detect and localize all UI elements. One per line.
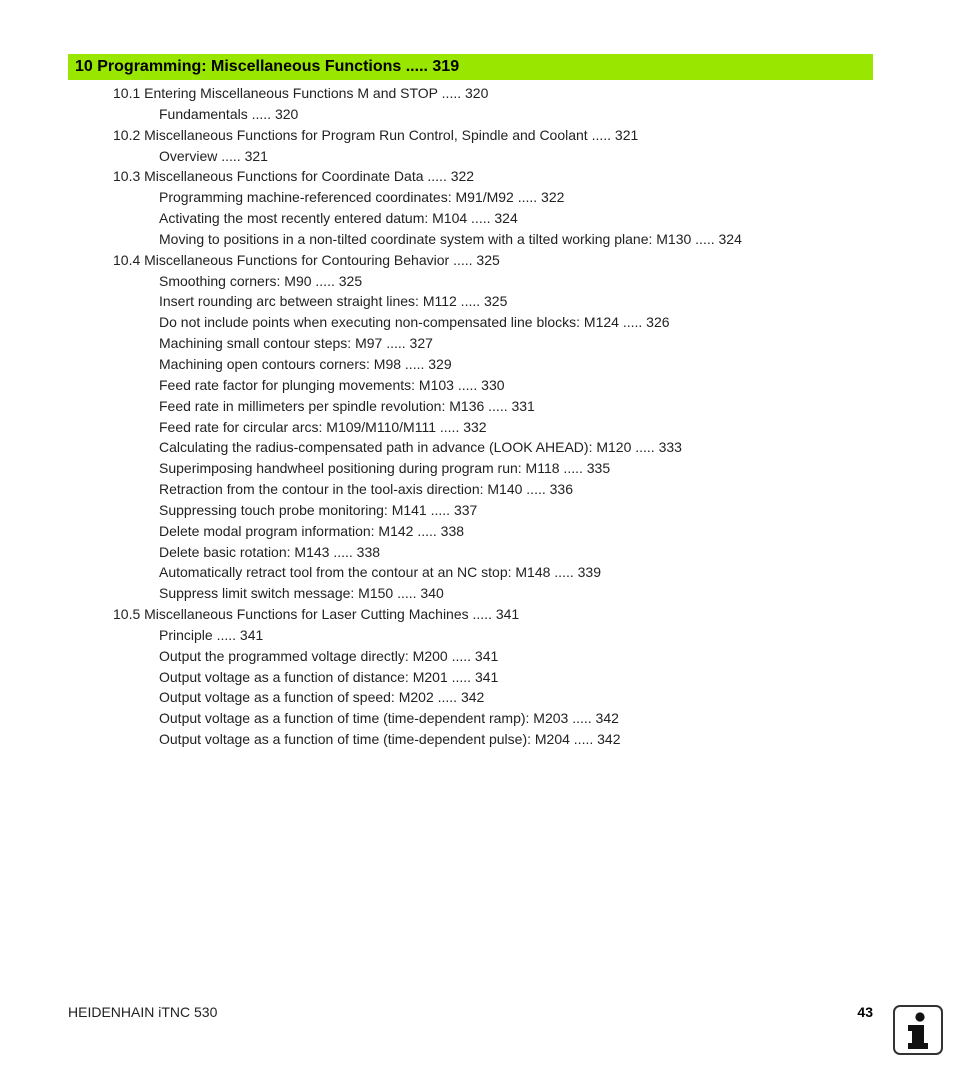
toc-subentry[interactable]: Delete basic rotation: M143 ..... 338	[159, 543, 381, 560]
toc-subentry[interactable]: Suppressing touch probe monitoring: M141 ..... 337	[159, 501, 478, 518]
toc-subentry[interactable]: Feed rate for circular arcs: M109/M110/M111 ..... 332	[159, 418, 487, 435]
chapter-heading[interactable]	[68, 54, 873, 80]
toc-subentry[interactable]: Output voltage as a function of speed: M202 ..... 342	[159, 689, 485, 706]
toc-section-entry[interactable]: 10.3 Miscellaneous Functions for Coordinate Data ..... 322	[113, 168, 475, 185]
toc-subentry[interactable]: Output voltage as a function of time (time-dependent pulse): M204 ..... 342	[159, 731, 621, 748]
toc-subentry[interactable]: Smoothing corners: M90 ..... 325	[159, 272, 363, 289]
toc-subentry[interactable]: Programming machine-referenced coordinates: M91/M92 ..... 322	[159, 189, 565, 206]
toc-subentry[interactable]: Feed rate in millimeters per spindle revolution: M136 ..... 331	[159, 397, 535, 414]
toc-subentry[interactable]: Insert rounding arc between straight lines: M112 ..... 325	[159, 293, 508, 310]
toc-subentry[interactable]: Output voltage as a function of time (time-dependent ramp): M203 ..... 342	[159, 710, 619, 727]
footer-page-number: 43	[857, 1004, 873, 1020]
toc-subentry[interactable]: Delete modal program information: M142 ..... 338	[159, 522, 465, 539]
toc-subentry[interactable]: Automatically retract tool from the contour at an NC stop: M148 ..... 339	[159, 564, 601, 581]
footer-product-name: HEIDENHAIN iTNC 530	[68, 1004, 218, 1020]
toc-section-entry[interactable]: 10.2 Miscellaneous Functions for Program Run Control, Spindle and Coolant ..... 321	[113, 126, 639, 143]
toc-subentry[interactable]: Do not include points when executing non-compensated line blocks: M124 ..... 326	[159, 314, 670, 331]
info-icon	[893, 1005, 943, 1055]
toc-subentry[interactable]: Retraction from the contour in the tool-axis direction: M140 ..... 336	[159, 481, 573, 498]
toc-subentry[interactable]: Output the programmed voltage directly: M200 ..... 341	[159, 647, 499, 664]
chapter-title: 10 Programming: Miscellaneous Functions ..... 319	[75, 58, 460, 75]
toc-subentry[interactable]: Output voltage as a function of distance: M201 ..... 341	[159, 668, 499, 685]
toc-subentry[interactable]: Suppress limit switch message: M150 ..... 340	[159, 585, 444, 602]
toc-section-entry[interactable]: 10.1 Entering Miscellaneous Functions M and STOP ..... 320	[113, 85, 489, 101]
toc-subentry[interactable]: Calculating the radius-compensated path in advance (LOOK AHEAD): M120 ..... 333	[159, 439, 682, 456]
toc-subentry[interactable]: Fundamentals ..... 320	[159, 105, 299, 122]
toc-list	[0, 83, 880, 750]
toc-subentry[interactable]: Moving to positions in a non-tilted coordinate system with a tilted working plane: M130 ..... 324	[159, 230, 742, 247]
toc-subentry[interactable]: Machining small contour steps: M97 ..... 327	[159, 335, 433, 352]
toc-section-entry[interactable]: 10.5 Miscellaneous Functions for Laser Cutting Machines ..... 341	[113, 606, 520, 623]
toc-subentry[interactable]: Principle ..... 341	[159, 626, 264, 643]
toc-subentry[interactable]: Activating the most recently entered datum: M104 ..... 324	[159, 210, 518, 227]
toc-section-entry[interactable]: 10.4 Miscellaneous Functions for Contouring Behavior ..... 325	[113, 251, 500, 268]
toc-subentry[interactable]: Feed rate factor for plunging movements: M103 ..... 330	[159, 376, 505, 393]
toc-subentry[interactable]: Overview ..... 321	[159, 147, 268, 164]
toc-subentry[interactable]: Superimposing handwheel positioning during program run: M118 ..... 335	[159, 460, 611, 477]
toc-subentry[interactable]: Machining open contours corners: M98 ..... 329	[159, 355, 452, 372]
